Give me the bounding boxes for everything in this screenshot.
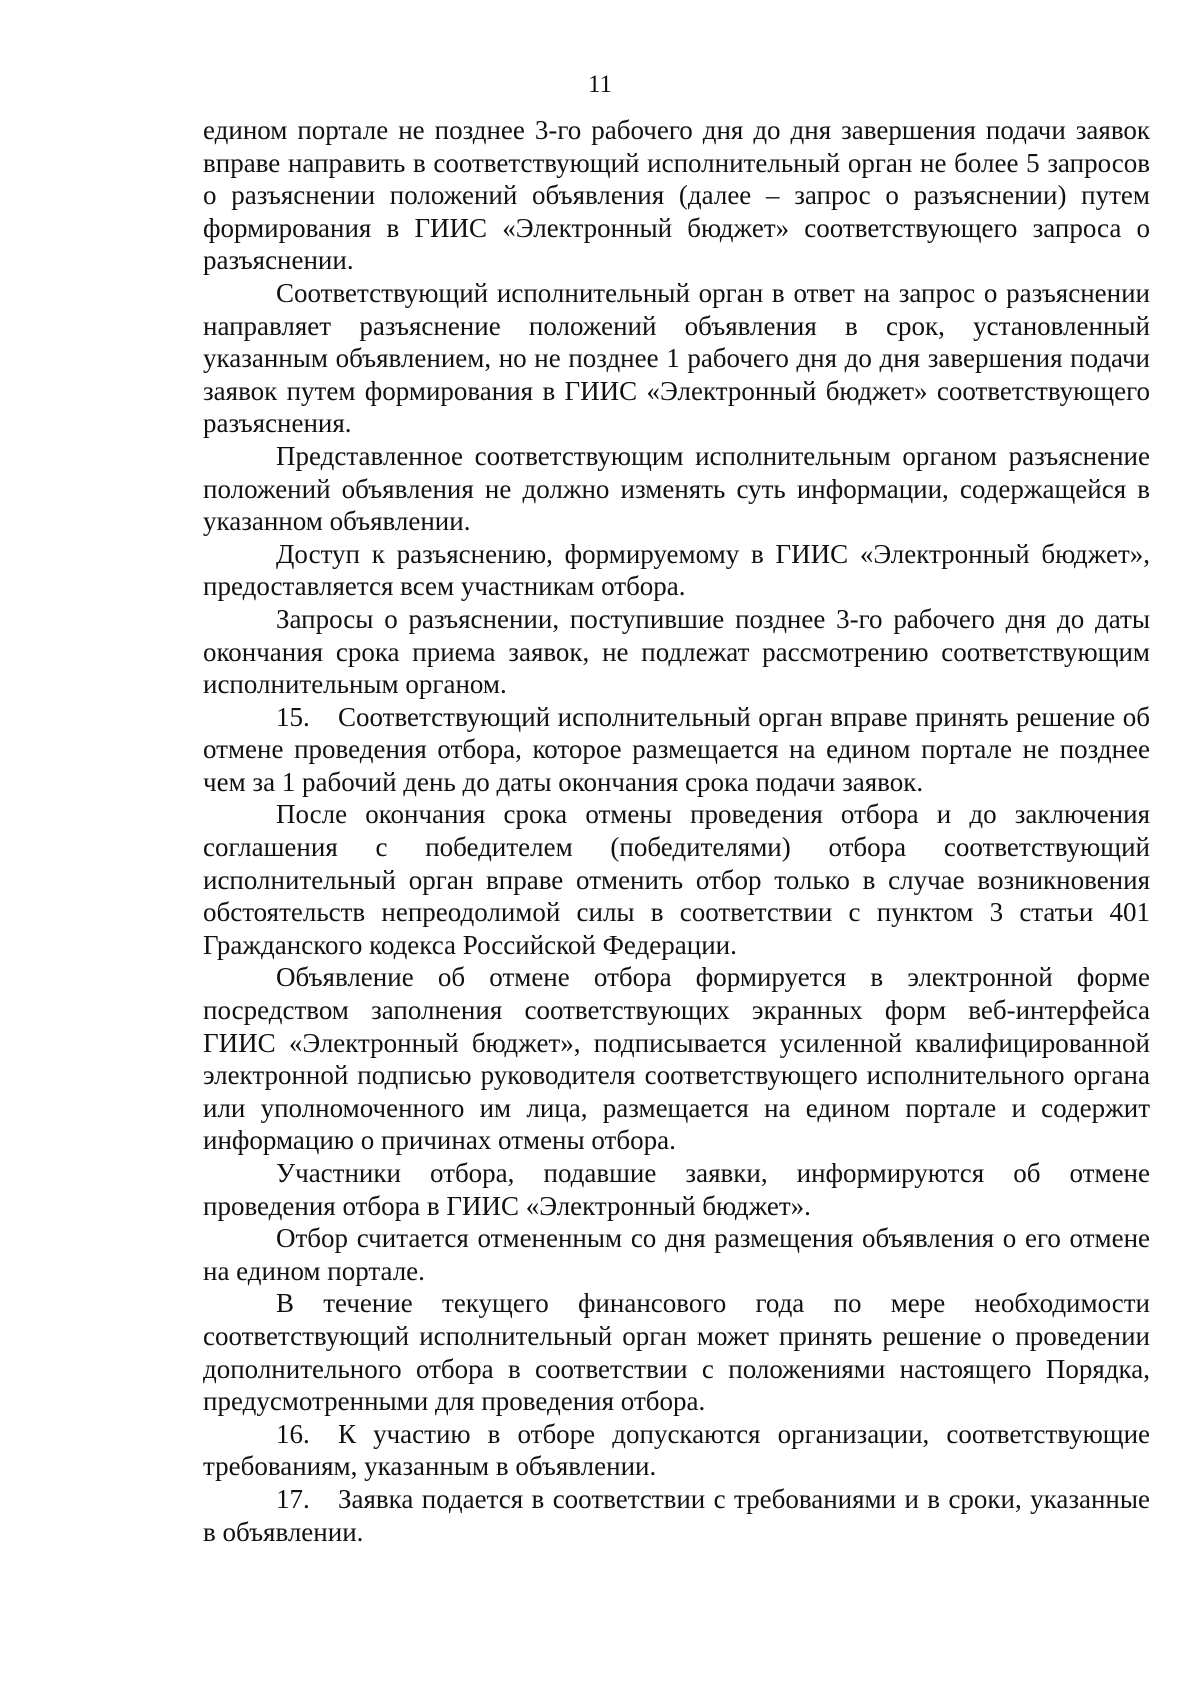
paragraph-text: Соответствующий исполнительный орган в ответ на запрос о разъяснении направляет разъяснение положений объявления в срок, установленный указанным объявлением, но не позднее 1 рабочего дня до дня завершения подачи заявок путем формирования в ГИИС «Электронный бюджет» соответствующего разъяснения. (203, 277, 1150, 439)
paragraph (203, 538, 1150, 603)
numbered-paragraph-17 (203, 1483, 1150, 1548)
document-body (203, 114, 1150, 1548)
paragraph-text: Заявка подается в соответствии с требованиями и в сроки, указанные в объявлении. (203, 1483, 1150, 1547)
paragraph-number: 16. (276, 1418, 310, 1449)
paragraph-text: Отбор считается отмененным со дня размещения объявления о его отмене на едином портале. (203, 1223, 1150, 1286)
paragraph-number: 17. (276, 1483, 310, 1514)
paragraph (203, 277, 1150, 440)
paragraph-text: Соответствующий исполнительный орган вправе принять решение об отмене проведения отбора, которое размещается на едином портале не позднее чем за 1 рабочий день до даты окончания срока подачи заявок. (203, 701, 1150, 797)
paragraph-text: едином портале не позднее 3-го рабочего дня до дня завершения подачи заявок вправе направить в соответствующий исполнительный орган не более 5 запросов о разъяснении положений объявления (далее – запрос о разъяснении) путем формирования в ГИИС «Электронный бюджет» соответствующего запроса о разъяснении. (203, 115, 1150, 276)
paragraph-text: Участники отбора, подавшие заявки, информируются об отмене проведения отбора в ГИИС «Электронный бюджет». (203, 1158, 1150, 1221)
paragraph (203, 1222, 1150, 1287)
numbered-paragraph-16 (203, 1418, 1150, 1483)
paragraph-text: Представленное соответствующим исполнительным органом разъяснение положений объявления не должно изменять суть информации, содержащейся в указанном объявлении. (203, 440, 1150, 537)
paragraph (203, 440, 1150, 538)
paragraph (203, 1157, 1150, 1222)
paragraph (203, 798, 1150, 961)
paragraph-text: В течение текущего финансового года по мере необходимости соответствующий исполнительный орган может принять решение о проведении дополнительного отбора в соответствии с положениями настоящего Порядка, предусмотренными для проведения отбора. (203, 1288, 1150, 1417)
page-number: 11 (587, 71, 613, 98)
paragraph-text: После окончания срока отмены проведения отбора и до заключения соглашения с победителем (победителями) отбора соответствующий исполнительный орган вправе отменить отбор только в случае возникновения обстоятельств непреодолимой силы в соответствии с пунктом 3 статьи 401 Гражданского кодекса Российской Федерации. (203, 799, 1150, 960)
paragraph (203, 603, 1150, 701)
paragraph-text: Объявление об отмене отбора формируется в электронной форме посредством заполнения соответствующих экранных форм веб-интерфейса ГИИС «Электронный бюджет», подписывается усиленной квалифицированной электронной подписью руководителя соответствующего исполнительного органа или уполномоченного им лица, размещается на едином портале и содержит информацию о причинах отмены отбора. (203, 962, 1150, 1156)
paragraph (203, 114, 1150, 277)
paragraph-text: К участию в отборе допускаются организации, соответствующие требованиям, указанным в объявлении. (203, 1418, 1150, 1482)
paragraph-number: 15. (276, 701, 310, 732)
paragraph (203, 1287, 1150, 1417)
paragraph (203, 961, 1150, 1157)
paragraph-text: Запросы о разъяснении, поступившие позднее 3-го рабочего дня до даты окончания срока приема заявок, не подлежат рассмотрению соответствующим исполнительным органом. (203, 603, 1150, 700)
numbered-paragraph-15 (203, 701, 1150, 799)
paragraph-text: Доступ к разъяснению, формируемому в ГИИС «Электронный бюджет», предоставляется всем участникам отбора. (203, 538, 1150, 602)
